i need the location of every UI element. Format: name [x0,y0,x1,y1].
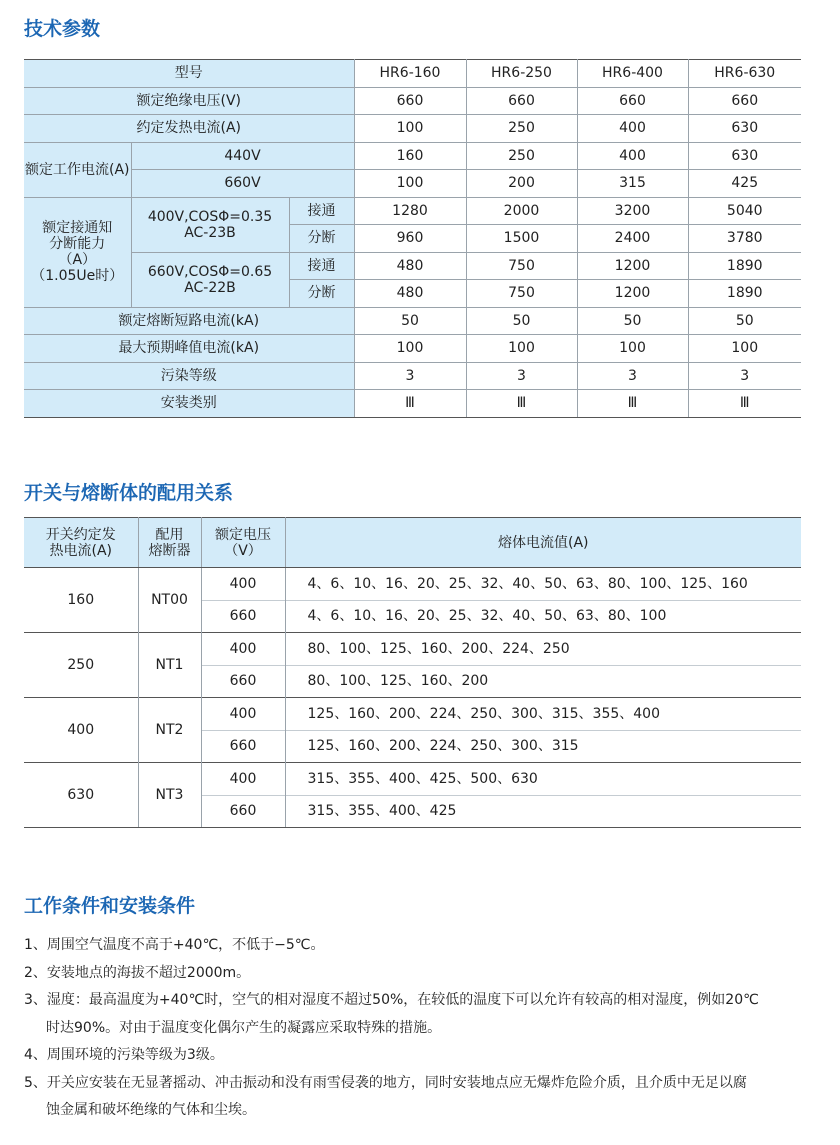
cell-line: （1.05Ue时） [31,268,124,284]
condition-item [24,987,824,1042]
value-cell: 3200 [577,197,688,225]
breaking-condition [131,252,289,307]
cell-line: 400V,COSΦ=0.35 [147,208,273,225]
value-cell: Ⅲ [354,390,466,418]
value-cell: 3 [354,362,466,390]
breaking-type: 接通 [289,197,354,225]
row-label: 约定发热电流(A) [24,115,354,143]
cell-line: 热电流(A) [49,542,112,559]
value-cell: 660 [577,87,688,115]
rated-voltage: 660 [201,795,285,828]
value-cell: 1500 [466,225,577,253]
switch-current: 250 [24,633,138,698]
fuse-type: NT00 [138,568,201,633]
cell-line: 分断能力 [49,236,106,252]
value-cell: 100 [354,170,466,198]
condition-line: 时达90%。对由于温度变化偶尔产生的凝露应采取特殊的措施。 [46,1019,442,1036]
value-cell: 1280 [354,197,466,225]
value-cell: 315 [577,170,688,198]
fuse-current-values: 315、355、400、425、500、630 [285,763,801,796]
value-cell: Ⅲ [688,390,801,418]
switch-current: 400 [24,698,138,763]
value-cell: 630 [688,115,801,143]
condition-line: 3、湿度：最高温度为+40℃时，空气的相对湿度不超过50%，在较低的温度下可以允许有较高的相对湿度，例如20℃ [24,992,759,1008]
value-cell: 960 [354,225,466,253]
value-cell: 480 [354,280,466,308]
value-cell: 200 [466,170,577,198]
working-current-row [24,142,801,170]
value-cell: Ⅲ [466,390,577,418]
fuse-row [24,763,801,796]
fuse-current-values: 80、100、125、160、200、224、250 [285,633,801,666]
breaking-capacity-row [24,197,801,225]
rated-voltage: 660 [201,600,285,633]
cell-line: 配用 [155,526,184,543]
row-label: 污染等级 [24,362,354,390]
row-label: 额定熔断短路电流(kA) [24,307,354,335]
fuse-current-values: 80、100、125、160、200 [285,665,801,698]
rated-insulation-row [24,87,801,115]
value-cell: 2000 [466,197,577,225]
value-cell: 425 [688,170,801,198]
cell-line: AC-23B [184,224,236,241]
value-cell: 3 [577,362,688,390]
condition-item [24,1070,824,1125]
section-title-tech-params: 技术参数 [24,18,101,40]
condition-item [24,960,824,988]
condition-item [24,932,824,960]
fuse-row [24,633,801,666]
fuse-current-values: 315、355、400、425 [285,795,801,828]
value-cell: 100 [577,335,688,363]
condition-line: 4、周围环境的污染等级为3级。 [24,1047,224,1063]
value-cell: 3 [688,362,801,390]
value-cell: 480 [354,252,466,280]
column-header [201,518,285,568]
value-cell: 750 [466,280,577,308]
rated-voltage: 400 [201,763,285,796]
value-cell: HR6-250 [466,60,577,88]
breaking-capacity-label [24,197,131,307]
value-cell: 660 [466,87,577,115]
condition-line: 蚀金属和破坏绝缘的气体和尘埃。 [46,1102,256,1118]
fuse-matching-table [24,517,801,828]
value-cell: 1890 [688,252,801,280]
cell-line: 熔体电流值(A) [497,534,589,551]
value-cell: 250 [466,115,577,143]
tech-params-table [24,59,801,418]
row-label: 额定绝缘电压(V) [24,87,354,115]
thermal-current-row [24,115,801,143]
fuse-type: NT1 [138,633,201,698]
section-title-conditions: 工作条件和安装条件 [24,895,196,917]
column-header [138,518,201,568]
value-cell: 1890 [688,280,801,308]
cell-line: （V） [224,542,262,559]
conditions-list [24,932,824,1125]
model-row [24,60,801,88]
breaking-type: 分断 [289,280,354,308]
rated-voltage: 400 [201,633,285,666]
rated-voltage: 400 [201,568,285,601]
cell-line: （A） [58,252,97,268]
value-cell: 100 [354,115,466,143]
value-cell: Ⅲ [577,390,688,418]
value-cell: 160 [354,142,466,170]
voltage-cell: 660V [131,170,354,198]
fuse-row [24,698,801,731]
section-title-fuse-matching: 开关与熔断体的配用关系 [24,482,234,504]
switch-current: 160 [24,568,138,633]
value-cell: 5040 [688,197,801,225]
breaking-capacity-row [24,252,801,280]
row-label: 安装类别 [24,390,354,418]
condition-line: 2、安装地点的海拔不超过2000m。 [24,964,251,981]
column-header [24,518,138,568]
short-circuit-row [24,307,801,335]
cell-line: 额定电压 [215,526,271,543]
condition-item [24,1042,824,1070]
header-row [24,518,801,568]
cell-line: 660V,COSΦ=0.65 [147,263,273,280]
value-cell: 400 [577,115,688,143]
fuse-type: NT3 [138,763,201,828]
row-label: 型号 [24,60,354,88]
value-cell: 660 [688,87,801,115]
install-category-row [24,390,801,418]
value-cell: HR6-160 [354,60,466,88]
condition-line: 5、开关应安装在无显著摇动、冲击振动和没有雨雪侵袭的地方，同时安装地点应无爆炸危险介质，且介质中无足以腐 [24,1074,747,1091]
cell-line: 额定接通知 [42,220,113,236]
fuse-current-values: 125、160、200、224、250、300、315 [285,730,801,763]
value-cell: 750 [466,252,577,280]
value-cell: 250 [466,142,577,170]
breaking-type: 接通 [289,252,354,280]
rated-voltage: 660 [201,730,285,763]
value-cell: 2400 [577,225,688,253]
peak-current-row [24,335,801,363]
breaking-type: 分断 [289,225,354,253]
fuse-current-values: 4、6、10、16、20、25、32、40、50、63、80、100 [285,600,801,633]
cell-line: 熔断器 [148,542,191,559]
value-cell: 1200 [577,280,688,308]
value-cell: 100 [354,335,466,363]
value-cell: HR6-400 [577,60,688,88]
value-cell: 50 [354,307,466,335]
switch-current: 630 [24,763,138,828]
voltage-cell: 440V [131,142,354,170]
value-cell: 630 [688,142,801,170]
pollution-row [24,362,801,390]
cell-line: AC-22B [184,279,236,296]
row-label: 最大预期峰值电流(kA) [24,335,354,363]
value-cell: 660 [354,87,466,115]
fuse-current-values: 4、6、10、16、20、25、32、40、50、63、80、100、125、160 [285,568,801,601]
condition-line: 1、周围空气温度不高于+40℃，不低于−5℃。 [24,937,325,953]
rated-voltage: 660 [201,665,285,698]
value-cell: 50 [688,307,801,335]
value-cell: 100 [688,335,801,363]
value-cell: 50 [577,307,688,335]
column-header [285,518,801,568]
value-cell: HR6-630 [688,60,801,88]
value-cell: 50 [466,307,577,335]
cell-line: 开关约定发 [45,526,116,543]
rated-voltage: 400 [201,698,285,731]
value-cell: 1200 [577,252,688,280]
value-cell: 3780 [688,225,801,253]
working-current-label: 额定工作电流(A) [24,142,131,197]
fuse-row [24,568,801,601]
value-cell: 100 [466,335,577,363]
working-current-row [24,170,801,198]
value-cell: 3 [466,362,577,390]
fuse-type: NT2 [138,698,201,763]
value-cell: 400 [577,142,688,170]
fuse-current-values: 125、160、200、224、250、300、315、355、400 [285,698,801,731]
breaking-condition [131,197,289,252]
